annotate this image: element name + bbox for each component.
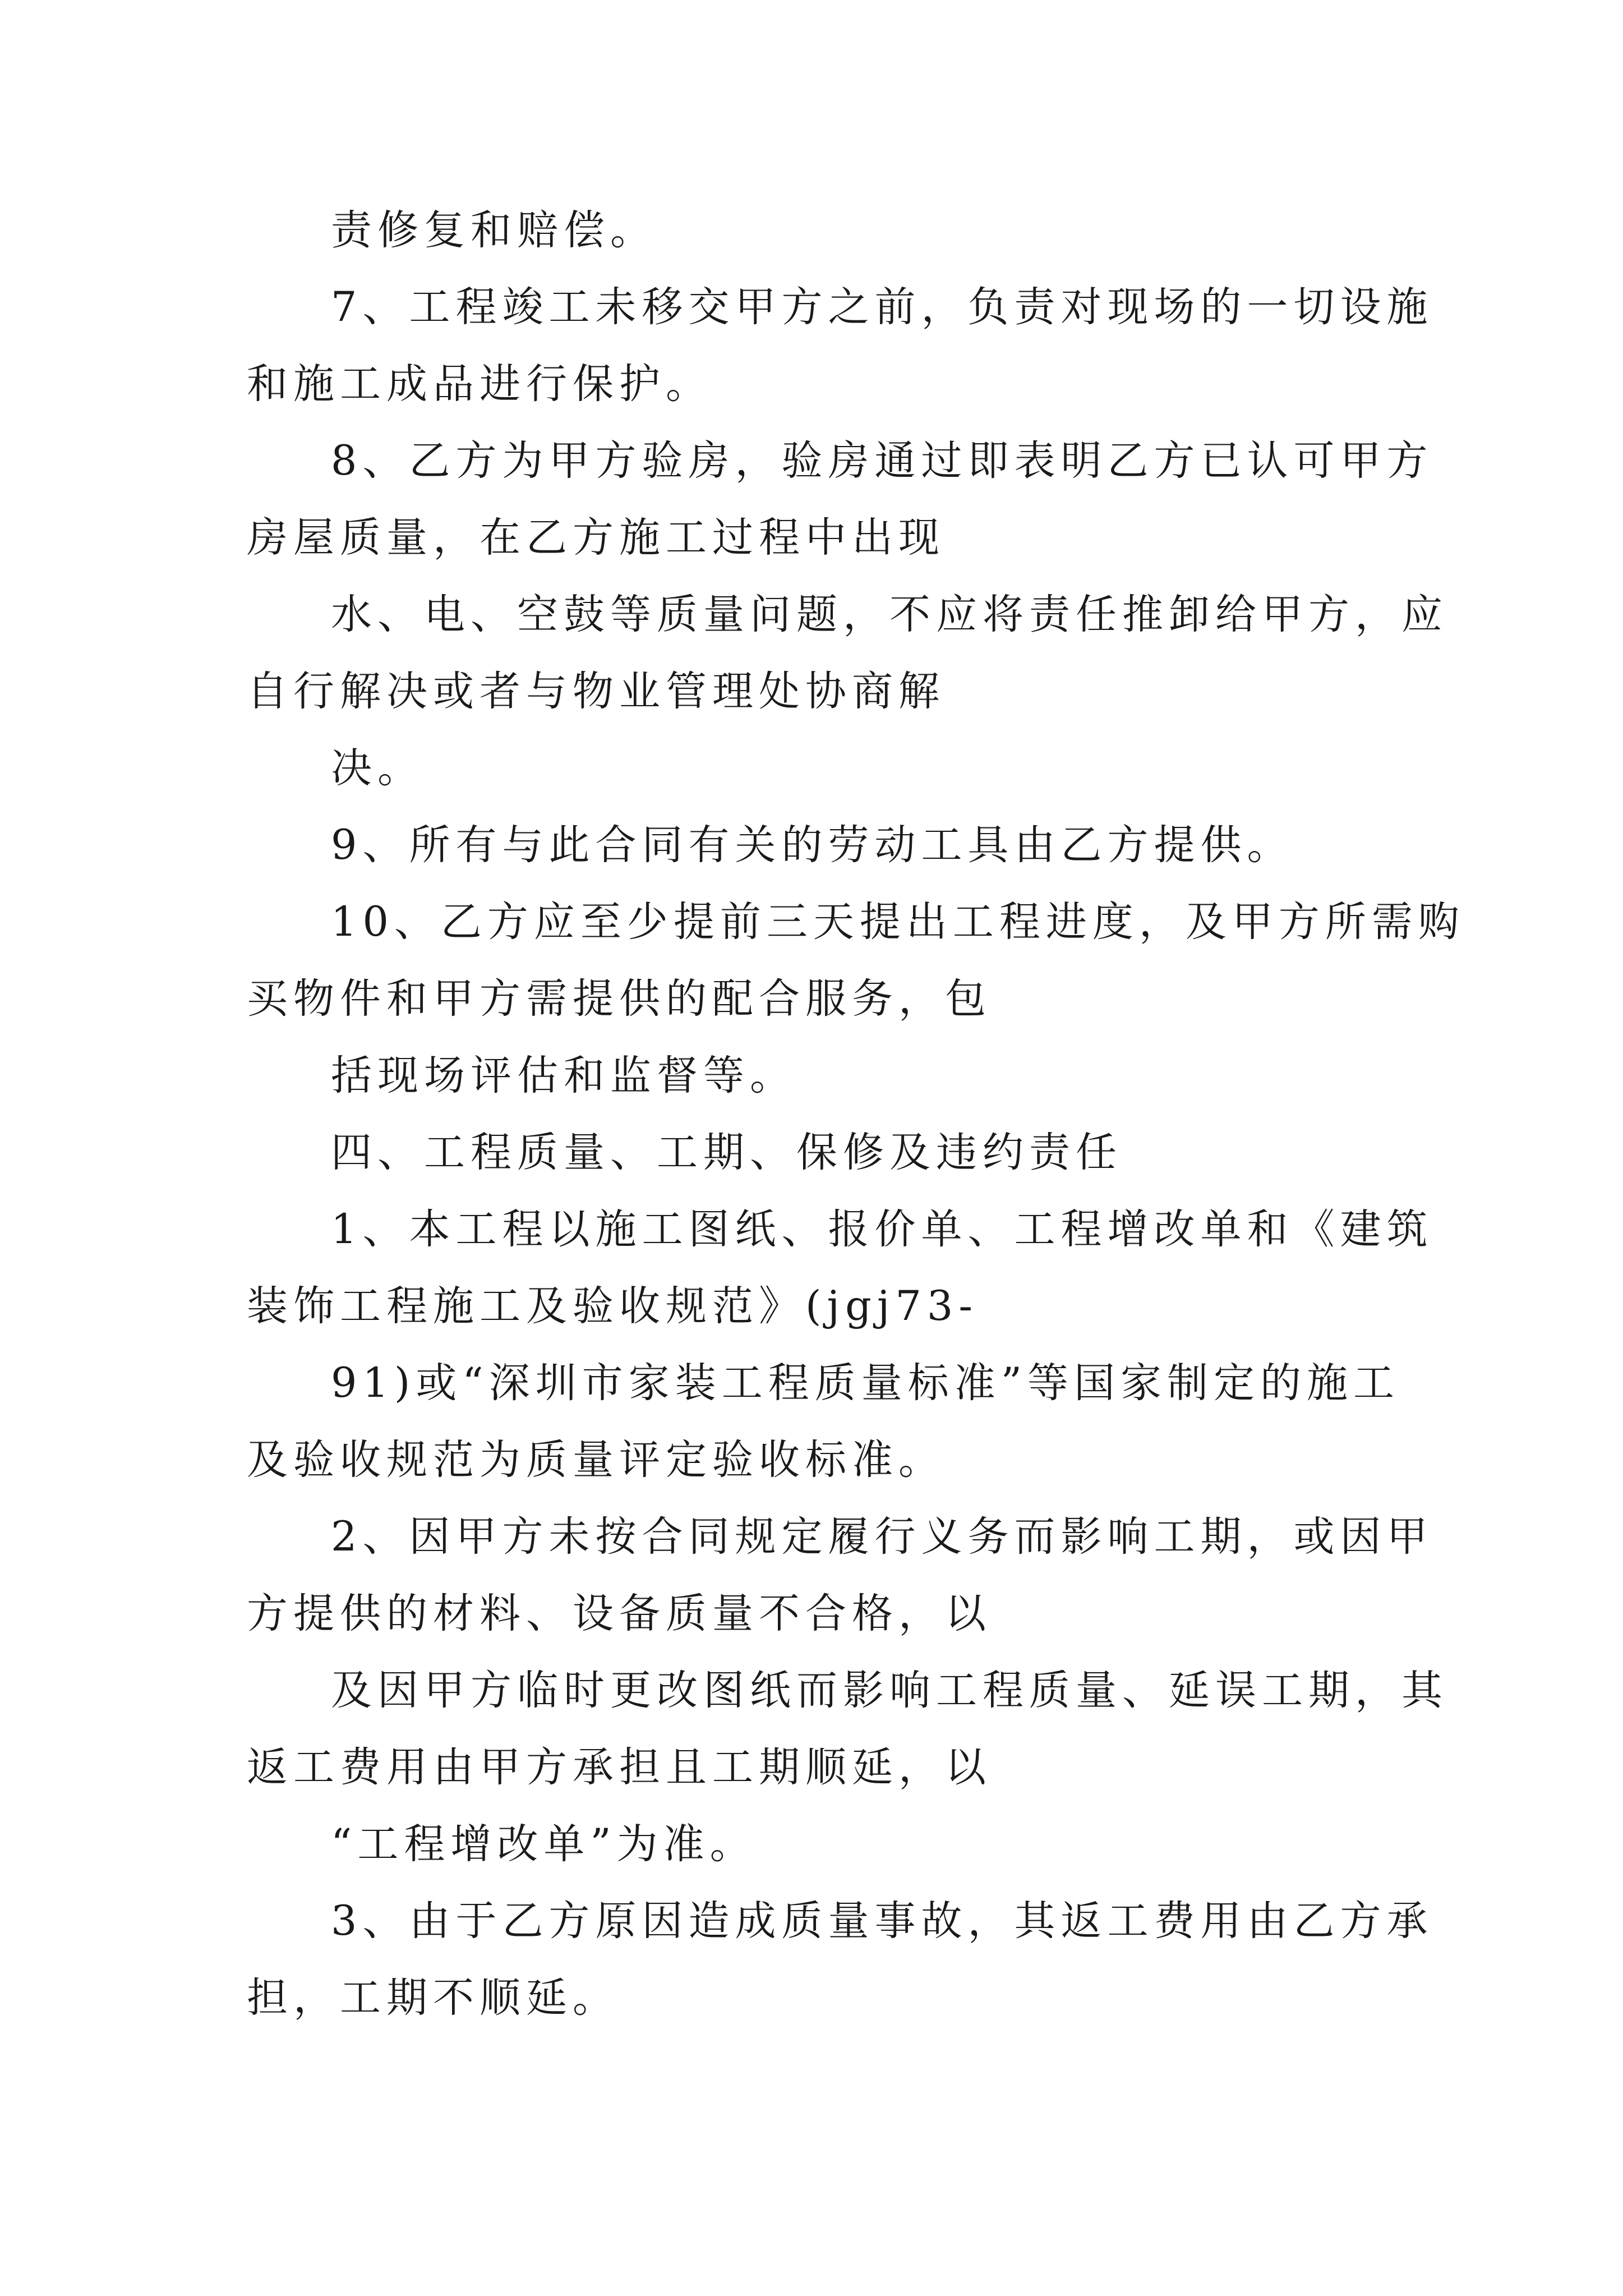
- text-line: 担，工期不顺延。: [247, 1974, 619, 2022]
- text-line: 方提供的材料、设备质量不合格，以: [247, 1590, 992, 1637]
- text-line: 91)或“深圳市家装工程质量标准”等国家制定的施工: [331, 1359, 1400, 1407]
- text-line: “工程增改单”为准。: [331, 1820, 757, 1868]
- text-line: 自行解决或者与物业管理处协商解: [247, 668, 945, 715]
- text-line: 7、工程竣工未移交甲方之前，负责对现场的一切设施: [331, 283, 1433, 331]
- text-line: 括现场评估和监督等。: [331, 1052, 796, 1099]
- text-line: 装饰工程施工及验收规范》(jgj73-: [247, 1282, 979, 1330]
- text-line: 和施工成品进行保护。: [247, 360, 712, 408]
- text-line: 及因甲方临时更改图纸而影响工程质量、延误工期，其: [331, 1667, 1448, 1714]
- text-line: 决。: [331, 744, 424, 792]
- text-line: 买物件和甲方需提供的配合服务，包: [247, 975, 992, 1023]
- text-line: 责修复和赔偿。: [331, 206, 657, 254]
- text-line: 8、乙方为甲方验房，验房通过即表明乙方已认可甲方: [331, 437, 1433, 485]
- document-body: [247, 192, 1465, 2036]
- section-heading: 四、工程质量、工期、保修及违约责任: [331, 1129, 1122, 1176]
- text-line: 1、本工程以施工图纸、报价单、工程增改单和《建筑: [331, 1205, 1433, 1253]
- text-line: 2、因甲方未按合同规定履行义务而影响工期，或因甲: [331, 1513, 1433, 1561]
- text-line: 及验收规范为质量评定验收标准。: [247, 1436, 945, 1484]
- text-line: 3、由于乙方原因造成质量事故，其返工费用由乙方承: [331, 1897, 1433, 1945]
- text-line: 10、乙方应至少提前三天提出工程进度，及甲方所需购: [331, 898, 1465, 946]
- text-line: 9、所有与此合同有关的劳动工具由乙方提供。: [331, 821, 1294, 869]
- text-line: 返工费用由甲方承担且工期顺延，以: [247, 1743, 992, 1791]
- text-line: 房屋质量，在乙方施工过程中出现: [247, 514, 945, 562]
- text-line: 水、电、空鼓等质量问题，不应将责任推卸给甲方，应: [331, 591, 1448, 638]
